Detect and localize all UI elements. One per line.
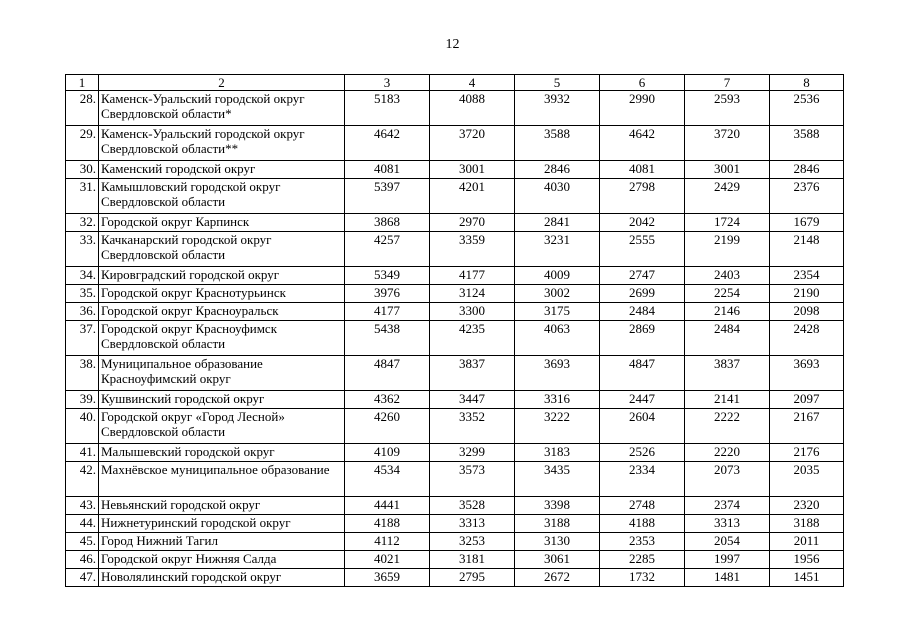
row-number-cell: 29. xyxy=(66,126,99,161)
value-cell: 2970 xyxy=(430,214,515,232)
value-cell: 3253 xyxy=(430,533,515,551)
header-row xyxy=(66,75,844,91)
table-row xyxy=(66,462,844,497)
value-cell: 2035 xyxy=(770,462,844,497)
value-cell: 4847 xyxy=(345,356,430,391)
row-number-cell: 38. xyxy=(66,356,99,391)
value-cell: 2285 xyxy=(600,551,685,569)
value-cell: 3573 xyxy=(430,462,515,497)
value-cell: 3588 xyxy=(515,126,600,161)
value-cell: 3352 xyxy=(430,409,515,444)
municipality-name-cell: Муниципальное образование Красноуфимский округ xyxy=(99,356,345,391)
value-cell: 4177 xyxy=(430,267,515,285)
municipality-name-cell: Каменск-Уральский городской округ Свердловской области** xyxy=(99,126,345,161)
value-cell: 2054 xyxy=(685,533,770,551)
row-number-cell: 34. xyxy=(66,267,99,285)
value-cell: 3313 xyxy=(430,515,515,533)
municipality-name-cell: Городской округ Красноуфимск Свердловской области xyxy=(99,321,345,356)
value-cell: 3528 xyxy=(430,497,515,515)
row-number-cell: 43. xyxy=(66,497,99,515)
value-cell: 4177 xyxy=(345,303,430,321)
row-number-cell: 41. xyxy=(66,444,99,462)
value-cell: 2176 xyxy=(770,444,844,462)
header-cell: 5 xyxy=(515,75,600,91)
value-cell: 3693 xyxy=(770,356,844,391)
row-number-cell: 35. xyxy=(66,285,99,303)
value-cell: 4642 xyxy=(600,126,685,161)
value-cell: 3183 xyxy=(515,444,600,462)
value-cell: 2190 xyxy=(770,285,844,303)
value-cell: 3447 xyxy=(430,391,515,409)
value-cell: 3693 xyxy=(515,356,600,391)
table-row xyxy=(66,285,844,303)
row-number-cell: 45. xyxy=(66,533,99,551)
value-cell: 4362 xyxy=(345,391,430,409)
municipality-name-cell: Кировградский городской округ xyxy=(99,267,345,285)
municipality-name-cell: Малышевский городской округ xyxy=(99,444,345,462)
value-cell: 2098 xyxy=(770,303,844,321)
value-cell: 2428 xyxy=(770,321,844,356)
row-number-cell: 28. xyxy=(66,91,99,126)
municipality-name-cell: Городской округ Карпинск xyxy=(99,214,345,232)
value-cell: 2484 xyxy=(600,303,685,321)
header-cell: 8 xyxy=(770,75,844,91)
value-cell: 2593 xyxy=(685,91,770,126)
row-number-cell: 44. xyxy=(66,515,99,533)
header-cell: 1 xyxy=(66,75,99,91)
table-row xyxy=(66,179,844,214)
table-row xyxy=(66,515,844,533)
value-cell: 4112 xyxy=(345,533,430,551)
value-cell: 3588 xyxy=(770,126,844,161)
value-cell: 2146 xyxy=(685,303,770,321)
value-cell: 2220 xyxy=(685,444,770,462)
value-cell: 2795 xyxy=(430,569,515,587)
value-cell: 4260 xyxy=(345,409,430,444)
table-row xyxy=(66,444,844,462)
header-cell: 2 xyxy=(99,75,345,91)
value-cell: 3659 xyxy=(345,569,430,587)
value-cell: 2429 xyxy=(685,179,770,214)
value-cell: 1481 xyxy=(685,569,770,587)
table-row xyxy=(66,551,844,569)
value-cell: 2334 xyxy=(600,462,685,497)
value-cell: 2148 xyxy=(770,232,844,267)
value-cell: 5438 xyxy=(345,321,430,356)
value-cell: 2672 xyxy=(515,569,600,587)
value-cell: 4109 xyxy=(345,444,430,462)
table-row xyxy=(66,321,844,356)
value-cell: 3316 xyxy=(515,391,600,409)
header-cell: 7 xyxy=(685,75,770,91)
value-cell: 3720 xyxy=(430,126,515,161)
value-cell: 3222 xyxy=(515,409,600,444)
value-cell: 3398 xyxy=(515,497,600,515)
table-body xyxy=(66,75,844,587)
value-cell: 1997 xyxy=(685,551,770,569)
value-cell: 2798 xyxy=(600,179,685,214)
value-cell: 4847 xyxy=(600,356,685,391)
header-cell: 3 xyxy=(345,75,430,91)
value-cell: 3188 xyxy=(515,515,600,533)
value-cell: 4021 xyxy=(345,551,430,569)
table-row xyxy=(66,409,844,444)
value-cell: 3359 xyxy=(430,232,515,267)
municipality-name-cell: Городской округ Нижняя Салда xyxy=(99,551,345,569)
municipality-name-cell: Каменский городской округ xyxy=(99,161,345,179)
row-number-cell: 40. xyxy=(66,409,99,444)
value-cell: 2073 xyxy=(685,462,770,497)
value-cell: 2042 xyxy=(600,214,685,232)
value-cell: 4534 xyxy=(345,462,430,497)
value-cell: 3837 xyxy=(685,356,770,391)
municipality-name-cell: Махнёвское муниципальное образование xyxy=(99,462,345,497)
value-cell: 2141 xyxy=(685,391,770,409)
value-cell: 4257 xyxy=(345,232,430,267)
value-cell: 5183 xyxy=(345,91,430,126)
value-cell: 1679 xyxy=(770,214,844,232)
value-cell: 2199 xyxy=(685,232,770,267)
table-row xyxy=(66,161,844,179)
municipality-name-cell: Качканарский городской округ Свердловской области xyxy=(99,232,345,267)
value-cell: 2222 xyxy=(685,409,770,444)
row-number-cell: 33. xyxy=(66,232,99,267)
value-cell: 2011 xyxy=(770,533,844,551)
value-cell: 3061 xyxy=(515,551,600,569)
municipality-name-cell: Городской округ «Город Лесной» Свердловской области xyxy=(99,409,345,444)
value-cell: 2555 xyxy=(600,232,685,267)
value-cell: 3001 xyxy=(430,161,515,179)
value-cell: 4081 xyxy=(600,161,685,179)
table-row xyxy=(66,303,844,321)
table-row xyxy=(66,214,844,232)
municipality-name-cell: Новолялинский городской округ xyxy=(99,569,345,587)
value-cell: 3932 xyxy=(515,91,600,126)
value-cell: 2526 xyxy=(600,444,685,462)
row-number-cell: 37. xyxy=(66,321,99,356)
municipality-name-cell: Городской округ Красноуральск xyxy=(99,303,345,321)
value-cell: 4441 xyxy=(345,497,430,515)
header-cell: 4 xyxy=(430,75,515,91)
value-cell: 2846 xyxy=(770,161,844,179)
value-cell: 2376 xyxy=(770,179,844,214)
table-row xyxy=(66,232,844,267)
value-cell: 4088 xyxy=(430,91,515,126)
value-cell: 5397 xyxy=(345,179,430,214)
municipality-name-cell: Кушвинский городской округ xyxy=(99,391,345,409)
row-number-cell: 39. xyxy=(66,391,99,409)
value-cell: 2747 xyxy=(600,267,685,285)
value-cell: 3181 xyxy=(430,551,515,569)
value-cell: 4081 xyxy=(345,161,430,179)
value-cell: 2447 xyxy=(600,391,685,409)
value-cell: 3002 xyxy=(515,285,600,303)
table-row xyxy=(66,356,844,391)
value-cell: 3175 xyxy=(515,303,600,321)
value-cell: 3231 xyxy=(515,232,600,267)
value-cell: 4009 xyxy=(515,267,600,285)
value-cell: 4030 xyxy=(515,179,600,214)
value-cell: 2699 xyxy=(600,285,685,303)
value-cell: 4188 xyxy=(345,515,430,533)
value-cell: 2097 xyxy=(770,391,844,409)
page-number: 12 xyxy=(445,37,460,52)
value-cell: 3188 xyxy=(770,515,844,533)
value-cell: 3130 xyxy=(515,533,600,551)
value-cell: 5349 xyxy=(345,267,430,285)
table-row xyxy=(66,267,844,285)
value-cell: 2353 xyxy=(600,533,685,551)
value-cell: 3435 xyxy=(515,462,600,497)
table-row xyxy=(66,497,844,515)
row-number-cell: 46. xyxy=(66,551,99,569)
table-row xyxy=(66,126,844,161)
value-cell: 2320 xyxy=(770,497,844,515)
value-cell: 2990 xyxy=(600,91,685,126)
value-cell: 3313 xyxy=(685,515,770,533)
value-cell: 3720 xyxy=(685,126,770,161)
value-cell: 2841 xyxy=(515,214,600,232)
value-cell: 3300 xyxy=(430,303,515,321)
value-cell: 2167 xyxy=(770,409,844,444)
municipality-name-cell: Город Нижний Тагил xyxy=(99,533,345,551)
value-cell: 3837 xyxy=(430,356,515,391)
municipality-name-cell: Нижнетуринский городской округ xyxy=(99,515,345,533)
row-number-cell: 47. xyxy=(66,569,99,587)
row-number-cell: 42. xyxy=(66,462,99,497)
municipality-name-cell: Каменск-Уральский городской округ Свердловской области* xyxy=(99,91,345,126)
data-table xyxy=(65,74,844,587)
value-cell: 2374 xyxy=(685,497,770,515)
value-cell: 2846 xyxy=(515,161,600,179)
value-cell: 3124 xyxy=(430,285,515,303)
value-cell: 1451 xyxy=(770,569,844,587)
value-cell: 2869 xyxy=(600,321,685,356)
value-cell: 1724 xyxy=(685,214,770,232)
value-cell: 3868 xyxy=(345,214,430,232)
value-cell: 2748 xyxy=(600,497,685,515)
value-cell: 4235 xyxy=(430,321,515,356)
municipality-name-cell: Камышловский городской округ Свердловской области xyxy=(99,179,345,214)
value-cell: 4642 xyxy=(345,126,430,161)
table-row xyxy=(66,533,844,551)
table-row xyxy=(66,391,844,409)
value-cell: 4063 xyxy=(515,321,600,356)
table-row xyxy=(66,569,844,587)
row-number-cell: 30. xyxy=(66,161,99,179)
row-number-cell: 31. xyxy=(66,179,99,214)
row-number-cell: 32. xyxy=(66,214,99,232)
value-cell: 2536 xyxy=(770,91,844,126)
value-cell: 3299 xyxy=(430,444,515,462)
value-cell: 2484 xyxy=(685,321,770,356)
municipality-name-cell: Невьянский городской округ xyxy=(99,497,345,515)
value-cell: 1732 xyxy=(600,569,685,587)
value-cell: 2403 xyxy=(685,267,770,285)
value-cell: 1956 xyxy=(770,551,844,569)
municipality-name-cell: Городской округ Краснотурьинск xyxy=(99,285,345,303)
value-cell: 2354 xyxy=(770,267,844,285)
value-cell: 4188 xyxy=(600,515,685,533)
value-cell: 3001 xyxy=(685,161,770,179)
value-cell: 4201 xyxy=(430,179,515,214)
value-cell: 2604 xyxy=(600,409,685,444)
value-cell: 2254 xyxy=(685,285,770,303)
row-number-cell: 36. xyxy=(66,303,99,321)
table-row xyxy=(66,91,844,126)
value-cell: 3976 xyxy=(345,285,430,303)
header-cell: 6 xyxy=(600,75,685,91)
